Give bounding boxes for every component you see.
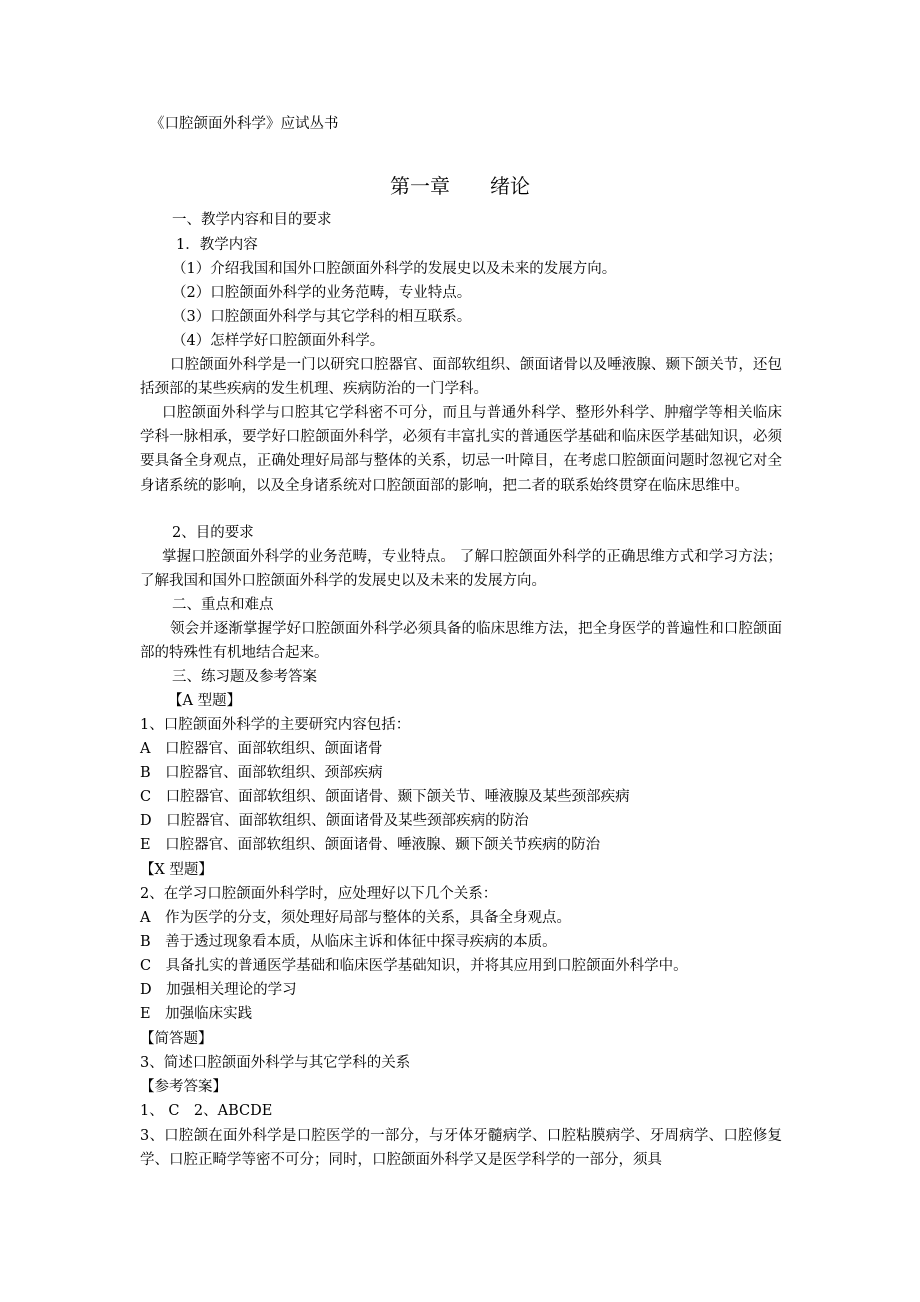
goals-paragraph: 掌握口腔颌面外科学的业务范畴，专业特点。 了解口腔颌面外科学的正确思维方式和学习方法；了解我国和国外口腔颌面外科学的发展史以及未来的发展方向。	[140, 549, 782, 590]
section3-heading: 三、练习题及参考答案	[172, 669, 317, 685]
q2-option-e: E 加强临床实践	[140, 1006, 253, 1022]
answers-line: 1、 C 2、ABCDE	[140, 1103, 273, 1119]
q1-option-a: A 口腔器官、面部软组织、颌面诸骨	[140, 741, 383, 757]
intro-paragraph-2: 口腔颌面外科学与口腔其它学科密不可分，而且与普通外科学、整形外科学、肿瘤学等相关临床学科一脉相承，要学好口腔颌面外科学，必须有丰富扎实的普通医学基础和临床医学基础知识，必须要具备全身观点，正确处理好局部与整体的关系，切忌一叶障目，在考虑口腔颌面问题时忽视它对全身诸系统的影响，以及全身诸系统对口腔颌面部的影响，把二者的联系始终贯穿在临床思维中。	[140, 405, 782, 494]
answer-3: 3、口腔颌在面外科学是口腔医学的一部分，与牙体牙髓病学、口腔粘膜病学、牙周病学、口腔修复学、口腔正畸学等密不可分；同时，口腔颌面外科学又是医学科学的一部分，须具	[140, 1128, 782, 1169]
q2-option-b: B 善于透过现象看本质，从临床主诉和体征中探寻疾病的本质。	[140, 934, 557, 950]
answer-label: 【参考答案】	[140, 1079, 227, 1095]
content-item-2: （2）口腔颌面外科学的业务范畴，专业特点。	[172, 285, 472, 301]
content-item-1: （1）介绍我国和国外口腔颌面外科学的发展史以及未来的发展方向。	[172, 261, 617, 277]
sub1-heading: 1．教学内容	[176, 237, 258, 253]
q1-option-d: D 口腔器官、面部软组织、颌面诸骨及某些颈部疾病的防治	[140, 813, 529, 829]
content-item-3: （3）口腔颌面外科学与其它学科的相互联系。	[172, 309, 472, 325]
q1-option-b: B 口腔器官、面部软组织、颈部疾病	[140, 765, 383, 781]
question-2: 2、在学习口腔颌面外科学时，应处理好以下几个关系：	[140, 886, 498, 902]
question-3: 3、简述口腔颌面外科学与其它学科的关系	[140, 1055, 411, 1071]
q1-option-e: E 口腔器官、面部软组织、颌面诸骨、唾液腺、颞下颌关节疾病的防治	[140, 837, 601, 853]
section2-heading: 二、重点和难点	[172, 597, 274, 613]
q2-option-d: D 加强相关理论的学习	[140, 982, 297, 998]
chapter-title: 第一章 绪论	[390, 174, 530, 198]
short-answer-label: 【简答题】	[140, 1031, 213, 1047]
x-type-label: 【X 型题】	[140, 862, 213, 878]
keypoints-paragraph: 领会并逐渐掌握学好口腔颌面外科学必须具备的临床思维方法，把全身医学的普遍性和口腔颌面部的特殊性有机地结合起来。	[140, 621, 782, 662]
sub2-heading: 2、目的要求	[172, 525, 254, 541]
series-title: 《口腔颌面外科学》应试丛书	[150, 116, 339, 132]
q2-option-c: C 具备扎实的普通医学基础和临床医学基础知识，并将其应用到口腔颌面外科学中。	[140, 958, 688, 974]
q1-option-c: C 口腔器官、面部软组织、颌面诸骨、颞下颌关节、唾液腺及某些颈部疾病	[140, 789, 630, 805]
content-item-4: （4）怎样学好口腔颌面外科学。	[172, 333, 385, 349]
section1-heading: 一、教学内容和目的要求	[172, 212, 332, 228]
intro-paragraph-1: 口腔颌面外科学是一门以研究口腔器官、面部软组织、颌面诸骨以及唾液腺、颞下颌关节，还包括颈部的某些疾病的发生机理、疾病防治的一门学科。	[140, 357, 782, 398]
q2-option-a: A 作为医学的分支，须处理好局部与整体的关系，具备全身观点。	[140, 910, 571, 926]
a-type-label: 【A 型题】	[168, 693, 242, 709]
question-1: 1、口腔颌面外科学的主要研究内容包括：	[140, 717, 411, 733]
